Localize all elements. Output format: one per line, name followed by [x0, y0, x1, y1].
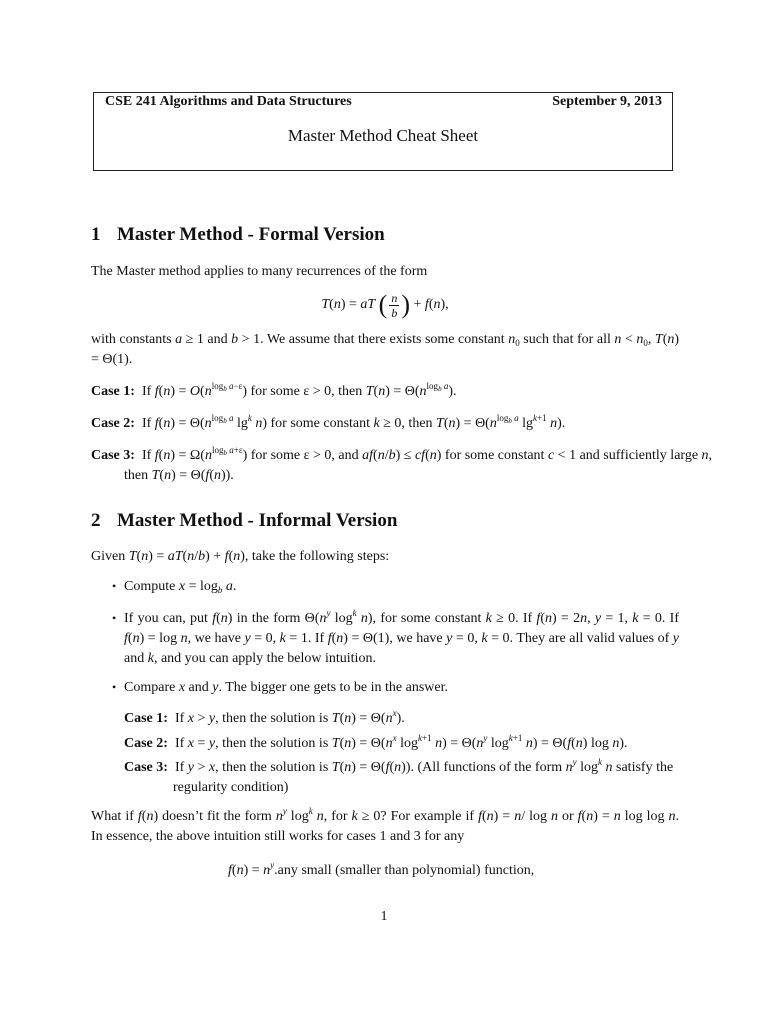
section-2-intro: Given T(n) = aT(n/b) + f(n), take the following steps:	[91, 549, 390, 564]
section-2-number: 2	[91, 510, 101, 531]
case-1: Case 1: If $f(n) = O(n^{log_b a-\varepsilon})$ for some ε > 0, then $T(n) = \Theta(n^{log_b a})$.	[91, 381, 457, 399]
bullet-3: Compare x and y. The bigger one gets to be in the answer.	[124, 680, 449, 695]
section-1-title: Master Method - Formal Version	[117, 224, 385, 245]
bullet-marker: •	[112, 579, 117, 593]
what-if-paragraph: What if f(n) doesn’t fit the form $n^y$ $\log^k n$, for k ≥ 0? For example if f(n) = n/ log n or f(n) = n log log n. In essence, the above intuition still works for cases 1 and 3 for any	[91, 806, 680, 844]
document-date: September 9, 2013	[552, 94, 662, 109]
recurrence-equation: T(n) = aT ( $\frac{n}{b}$ ) + f(n),	[321, 290, 449, 320]
page-number: 1	[380, 909, 388, 924]
bullet-marker: •	[112, 611, 117, 625]
bullet-2: If you can, put f(n) in the form $\Theta(n^y$ $\log^k n$), for some constant k ≥ 0. If f(n) = 2n, y = 1, k = 0. If f(n) = log n, we have y = 0, k = 1. If f(n) = Θ(1), we have y = 0, k = 0. They are all valid values of y and k, and you can apply the below intuition.	[124, 608, 679, 666]
section-2-title: Master Method - Informal Version	[117, 510, 398, 531]
case-2: Case 2: If $f(n) = \Theta(n^{log_b a}$ $\lg^k n$) for some constant k ≥ 0, then $T(n) = \Theta(n^{log_b a}$ $\lg^{k+1} n$).	[91, 413, 566, 431]
section-1-intro: The Master method applies to many recurrences of the form	[91, 264, 428, 279]
document-title: Master Method Cheat Sheet	[287, 126, 479, 145]
course-title: CSE 241 Algorithms and Data Structures	[105, 94, 352, 109]
header-box	[93, 92, 673, 171]
section-1-number: 1	[91, 224, 101, 245]
informal-case-3: Case 3: If y > x, then the solution is T(n) = Θ(f(n)). (All functions of the form $n^y$ $\log^k n$ satisfy the regularity condition)	[124, 757, 674, 795]
informal-case-1: Case 1: If x > y, then the solution is $T(n) = \Theta(n^x)$.	[124, 708, 405, 726]
closing-equation: $f(n) = n^y.any$ small (smaller than polynomial) function,	[228, 860, 535, 878]
bullet-marker: •	[112, 680, 117, 694]
section-2-heading	[91, 510, 397, 532]
section-1-heading	[91, 224, 385, 246]
case-3: Case 3: If $f(n) = \Omega(n^{log_b a+\varepsilon})$ for some ε > 0, and af(n/b) ≤ cf(n) for some constant c < 1 and sufficiently large n, then T(n) = Θ(f(n)).	[91, 445, 713, 483]
bullet-1: Compute $x = \log_b a$.	[124, 579, 237, 595]
constants-paragraph: with constants a ≥ 1 and b > 1. We assume that there exists some constant $n_0$ such that for all $n < n_0$, T(n) = Θ(1).	[91, 332, 680, 367]
informal-case-2: Case 2: If x = y, then the solution is $T(n) = \Theta(n^x$ $\log^{k+1} n) = \Theta(n^y$ $\log^{k+1} n) = \Theta(f(n)$ log n).	[124, 733, 628, 751]
